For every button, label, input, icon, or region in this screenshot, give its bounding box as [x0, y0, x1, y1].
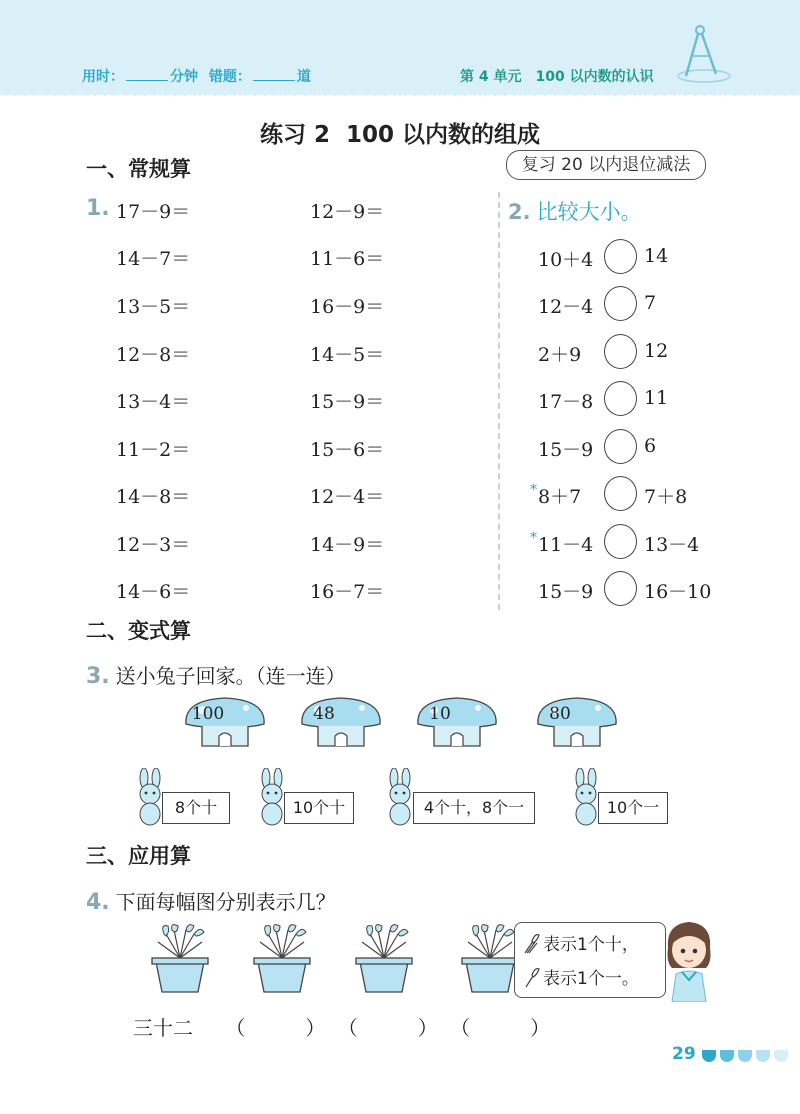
answer-blank-2[interactable]: （ ） [337, 1016, 438, 1040]
equation[interactable]: 12－9＝ [310, 201, 385, 223]
compare-right: 7 [644, 292, 657, 314]
unit-label: 第 4 单元 [460, 69, 522, 85]
compare-answer-circle[interactable] [604, 286, 637, 321]
compare-right: 6 [644, 435, 657, 457]
review-tag: 复习 20 以内退位减法 [506, 150, 706, 180]
question-3-text: 送小兔子回家。（连一连） [115, 664, 346, 688]
compare-answer-circle[interactable] [604, 334, 637, 369]
equation[interactable]: 12－4＝ [310, 486, 385, 508]
equation[interactable]: 11－6＝ [310, 248, 385, 270]
page-title [0, 116, 800, 149]
divider-dashed [498, 192, 500, 610]
equation[interactable]: 16－7＝ [310, 581, 385, 603]
question-3-number: 3. [86, 664, 110, 689]
compare-right: 14 [644, 245, 669, 267]
compare-left: 8＋7 [538, 486, 582, 508]
equation[interactable]: 14－8＝ [116, 486, 191, 508]
compare-right: 13－4 [644, 534, 700, 556]
equation[interactable]: 14－6＝ [116, 581, 191, 603]
star-marker: * [530, 530, 537, 546]
title-exercise: 练习 2 [259, 122, 330, 148]
compare-answer-circle[interactable] [604, 571, 637, 606]
compare-right: 16－10 [644, 581, 712, 603]
equation[interactable]: 15－6＝ [310, 439, 385, 461]
compare-right: 12 [644, 340, 669, 362]
time-errors-record [82, 66, 311, 86]
legend-one: 表示1个一。 [543, 969, 639, 989]
page-decoration [702, 1047, 792, 1066]
drop-icon [738, 1050, 752, 1062]
question-4-label [86, 886, 336, 915]
flower-pot-icon [142, 924, 218, 994]
drop-icon [756, 1050, 770, 1062]
compare-right: 7＋8 [644, 486, 688, 508]
equation[interactable]: 12－3＝ [116, 534, 191, 556]
answer-blank-3[interactable]: （ ） [450, 1016, 551, 1040]
compare-answer-circle[interactable] [604, 239, 637, 274]
flower-pot-icon [244, 924, 320, 994]
house-number: 48 [313, 704, 335, 724]
question-4-number: 4. [86, 890, 110, 915]
house-number: 80 [549, 704, 571, 724]
time-label: 用时： [82, 69, 124, 85]
equation[interactable]: 14－9＝ [310, 534, 385, 556]
unit-title: 100 以内数的认识 [535, 69, 654, 85]
drop-icon [720, 1050, 734, 1062]
house-number: 100 [191, 704, 225, 724]
compare-left: 15－9 [538, 581, 594, 603]
errors-blank[interactable] [253, 68, 295, 81]
compare-left: 10＋4 [538, 249, 594, 271]
legend-ten: 表示1个十， [543, 935, 639, 955]
rabbit-card[interactable]: 8个十 [162, 792, 230, 824]
question-2-number: 2. [508, 200, 531, 224]
section-heading-applied: 三、应用算 [86, 844, 191, 868]
star-marker: * [530, 482, 537, 498]
equation[interactable]: 15－9＝ [310, 391, 385, 413]
compare-answer-circle[interactable] [604, 429, 637, 464]
rabbit-card[interactable]: 10个十 [284, 792, 354, 824]
compare-left: 12－4 [538, 296, 594, 318]
girl-character-icon [658, 918, 720, 1002]
compare-left: 2＋9 [538, 344, 582, 366]
time-unit: 分钟 [170, 69, 198, 85]
compass-icon [676, 22, 732, 84]
house-number: 10 [429, 704, 451, 724]
question-2-label [508, 196, 642, 226]
question-2-text: 比较大小。 [536, 200, 642, 224]
page-number: 29 [672, 1044, 696, 1064]
answer-row [133, 1012, 556, 1041]
legend-box [514, 922, 666, 998]
equation[interactable]: 13－5＝ [116, 296, 191, 318]
question-3-label [86, 660, 346, 689]
section-heading-variant: 二、变式算 [86, 619, 191, 643]
answer-blank-1[interactable]: （ ） [225, 1016, 326, 1040]
compare-left: 17－8 [538, 391, 594, 413]
compare-answer-circle[interactable] [604, 381, 637, 416]
rabbit-card[interactable]: 4个十，8个一 [413, 792, 535, 824]
equation[interactable]: 14－7＝ [116, 248, 191, 270]
title-topic: 100 以内数的组成 [345, 122, 541, 148]
compare-left: 15－9 [538, 439, 594, 461]
answer-example: 三十二 [133, 1016, 193, 1040]
drop-icon [702, 1050, 716, 1062]
time-blank[interactable] [126, 68, 168, 81]
rabbit-card[interactable]: 10个一 [598, 792, 668, 824]
compare-answer-circle[interactable] [604, 476, 637, 511]
bundle-of-ten-icon [521, 931, 541, 955]
header-wave-border [0, 86, 800, 104]
equation[interactable]: 12－8＝ [116, 344, 191, 366]
equation[interactable]: 14－5＝ [310, 344, 385, 366]
equation[interactable]: 17－9＝ [116, 201, 191, 223]
flower-pot-icon [346, 924, 422, 994]
single-flower-icon [521, 965, 541, 989]
unit-heading [460, 66, 668, 86]
equation[interactable]: 13－4＝ [116, 391, 191, 413]
compare-right: 11 [644, 387, 669, 409]
question-4-text: 下面每幅图分别表示几？ [115, 890, 336, 914]
compare-answer-circle[interactable] [604, 524, 637, 559]
equation[interactable]: 11－2＝ [116, 439, 191, 461]
equation[interactable]: 16－9＝ [310, 296, 385, 318]
section-heading-routine: 一、常规算 [86, 157, 191, 181]
compare-left: 11－4 [538, 534, 594, 556]
question-1-number: 1. [86, 196, 110, 221]
drop-icon [774, 1050, 788, 1062]
errors-label: 错题： [208, 69, 251, 85]
errors-unit: 道 [296, 69, 311, 85]
